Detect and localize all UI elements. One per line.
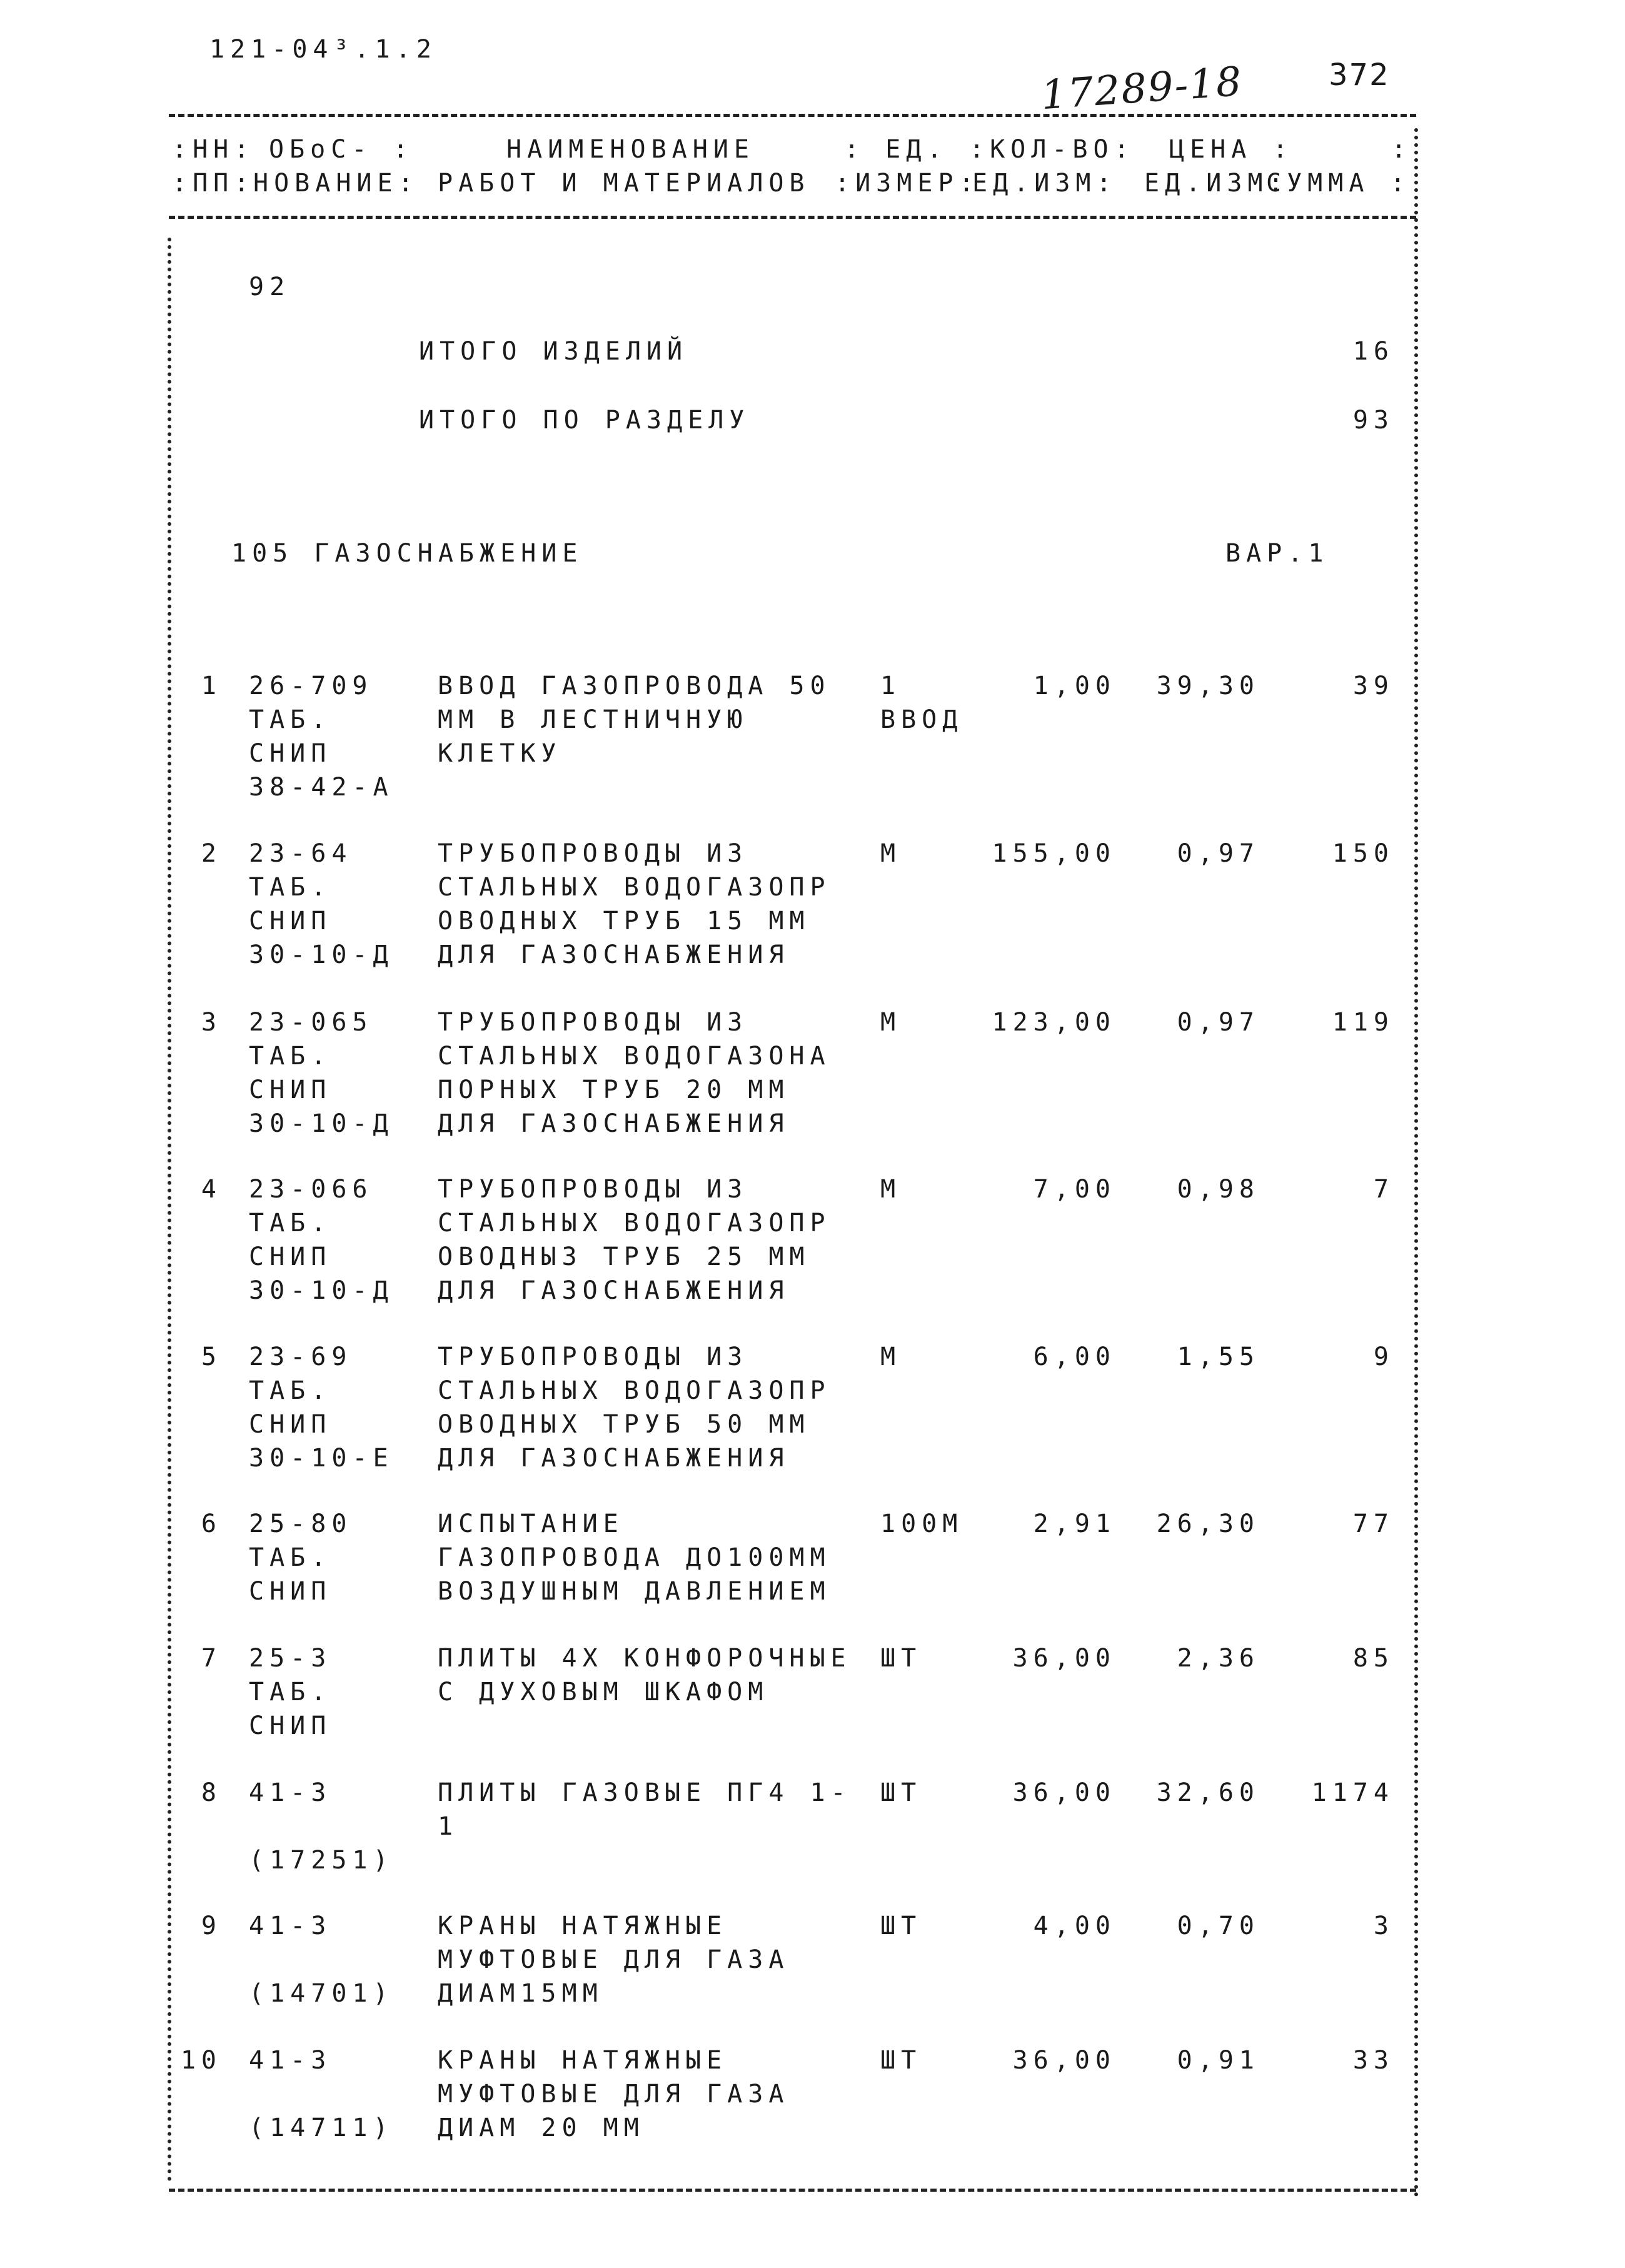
row-code-line: 38-42-А (249, 773, 394, 802)
row-quantity: 4,00 (1033, 1912, 1116, 1940)
row-code-line: 41-3 (249, 2046, 332, 2075)
row-unit-line: ШТ (880, 1912, 922, 1940)
row-unit-line: 100М (880, 1509, 963, 1538)
total-items-label: ИТОГО ИЗДЕЛИЙ (419, 337, 688, 366)
row-code-line: 30-10-Д (249, 1109, 394, 1138)
row-code-line: СНИП (249, 739, 332, 768)
header-nn-2: :ПП: (172, 169, 255, 198)
row-unit-line: ШТ (880, 2046, 922, 2075)
row-name-line: МУФТОВЫЕ ДЛЯ ГАЗА (438, 2080, 790, 2109)
row-quantity: 36,00 (1012, 1644, 1116, 1673)
row-name-line: МУФТОВЫЕ ДЛЯ ГАЗА (438, 1945, 790, 1974)
row-sum: 33 (1352, 2046, 1394, 2075)
row-name-line: КЛЕТКУ (438, 739, 562, 768)
row-number: 9 (201, 1912, 222, 1940)
footer-rule (169, 2189, 1416, 2192)
header-unit-1: : ЕД. (844, 135, 948, 164)
row-number: 7 (201, 1644, 222, 1673)
total-items-value: 16 (1352, 337, 1394, 366)
row-unit-line: ШТ (880, 1778, 922, 1807)
row-name-line: С ДУХОВЫМ ШКАФОМ (438, 1678, 769, 1706)
row-name-line: ПОРНЫХ ТРУБ 20 ММ (438, 1076, 790, 1104)
row-quantity: 7,00 (1033, 1175, 1116, 1204)
row-code-line: СНИП (249, 1242, 332, 1271)
row-name-line: ДЛЯ ГАЗОСНАБЖЕНИЯ (438, 1276, 790, 1305)
row-unit-price: 0,91 (1177, 2046, 1260, 2075)
row-code-line: СНИП (249, 907, 332, 935)
row-code-line: 23-64 (249, 839, 353, 868)
row-quantity: 1,00 (1033, 672, 1116, 700)
row-code-line: СНИП (249, 1410, 332, 1439)
row-unit-line: ШТ (880, 1644, 922, 1673)
row-code-line: 25-80 (249, 1509, 353, 1538)
top-number: 92 (249, 273, 291, 301)
row-unit-price: 0,97 (1177, 839, 1260, 868)
header-unit-2: :ИЗМЕР: (835, 169, 980, 198)
row-code-line: (14701) (249, 1979, 394, 2008)
row-code-line: (17251) (249, 1846, 394, 1875)
row-sum: 150 (1332, 839, 1394, 868)
row-name-line: ТРУБОПРОВОДЫ ИЗ (438, 1008, 748, 1037)
header-name-2: РАБОТ И МАТЕРИАЛОВ (438, 169, 810, 198)
row-number: 6 (201, 1509, 222, 1538)
header-price-2: ЕД.ИЗМ: (1144, 169, 1289, 198)
row-code-line: СНИП (249, 1076, 332, 1104)
header-top-rule (169, 114, 1416, 117)
row-name-line: ОВОДНЫХ ТРУБ 50 ММ (438, 1410, 810, 1439)
row-name-line: СТАЛЬНЫХ ВОДОГАЗОПР (438, 1376, 831, 1405)
header-nn-1: :НН: (172, 135, 255, 164)
row-name-line: ПЛИТЫ ГАЗОВЫЕ ПГ4 1- (438, 1778, 852, 1807)
row-unit-line: ВВОД (880, 705, 963, 734)
row-name-line: ДЛЯ ГАЗОСНАБЖЕНИЯ (438, 940, 790, 969)
row-name-line: ГАЗОПРОВОДА ДО100ММ (438, 1543, 831, 1572)
row-name-line: ВОЗДУШНЫМ ДАВЛЕНИЕМ (438, 1577, 831, 1606)
row-sum: 9 (1373, 1343, 1394, 1371)
row-code-line: 26-709 (249, 672, 373, 700)
row-name-line: ОВОДНЫЗ ТРУБ 25 ММ (438, 1242, 810, 1271)
row-sum: 1174 (1311, 1778, 1394, 1807)
row-code-line: 30-10-Е (249, 1444, 394, 1473)
row-code-line: 41-3 (249, 1912, 332, 1940)
row-code-line: ТАБ. (249, 1042, 332, 1071)
row-name-line: ПЛИТЫ 4Х КОНФОРОЧНЫЕ (438, 1644, 852, 1673)
header-sum-2: СУММА : (1266, 169, 1411, 198)
row-unit-price: 0,70 (1177, 1912, 1260, 1940)
row-sum: 3 (1373, 1912, 1394, 1940)
row-code-line: ТАБ. (249, 1209, 332, 1237)
document-code: 121-04³.1.2 (209, 35, 437, 64)
header-qty-1: :КОЛ-ВО: (969, 135, 1135, 164)
row-name-line: ИСПЫТАНИЕ (438, 1509, 624, 1538)
row-code-line: ТАБ. (249, 1543, 332, 1572)
row-name-line: 1 (438, 1812, 459, 1841)
page-number: 372 (1329, 58, 1390, 93)
row-sum: 119 (1332, 1008, 1394, 1037)
left-border (168, 238, 171, 2182)
row-quantity: 36,00 (1012, 2046, 1116, 2075)
row-number: 1 (201, 672, 222, 700)
row-name-line: ДИАМ 20 ММ (438, 2114, 645, 2142)
row-name-line: ТРУБОПРОВОДЫ ИЗ (438, 1175, 748, 1204)
row-unit-price: 0,98 (1177, 1175, 1260, 1204)
row-code-line: 25-3 (249, 1644, 332, 1673)
row-unit-line: М (880, 1343, 902, 1371)
header-name-1: НАИМЕНОВАНИЕ (506, 135, 755, 164)
row-code-line: 30-10-Д (249, 940, 394, 969)
row-code-line: (14711) (249, 2114, 394, 2142)
row-quantity: 123,00 (992, 1008, 1116, 1037)
handwritten-number: 17289-18 (1039, 58, 1244, 119)
row-number: 8 (201, 1778, 222, 1807)
row-code-line: 23-066 (249, 1175, 373, 1204)
row-sum: 7 (1373, 1175, 1394, 1204)
row-number: 5 (201, 1343, 222, 1371)
row-unit-line: 1 (880, 672, 902, 700)
row-quantity: 2,91 (1033, 1509, 1116, 1538)
row-number: 10 (180, 2046, 222, 2075)
row-number: 3 (201, 1008, 222, 1037)
row-name-line: КРАНЫ НАТЯЖНЫЕ (438, 2046, 728, 2075)
row-name-line: ДЛЯ ГАЗОСНАБЖЕНИЯ (438, 1444, 790, 1473)
row-sum: 39 (1352, 672, 1394, 700)
row-unit-price: 2,36 (1177, 1644, 1260, 1673)
right-border (1414, 128, 1418, 2198)
row-unit-price: 39,30 (1156, 672, 1260, 700)
row-number: 2 (201, 839, 222, 868)
row-code-line: СНИП (249, 1711, 332, 1740)
row-code-line: СНИП (249, 1577, 332, 1606)
row-unit-line: М (880, 1008, 902, 1037)
row-name-line: ММ В ЛЕСТНИЧНУЮ (438, 705, 748, 734)
row-name-line: КРАНЫ НАТЯЖНЫЕ (438, 1912, 728, 1940)
row-code-line: 23-065 (249, 1008, 373, 1037)
row-sum: 85 (1352, 1644, 1394, 1673)
section-title: 105 ГАЗОСНАБЖЕНИЕ (231, 539, 583, 568)
row-name-line: ДИАМ15ММ (438, 1979, 603, 2008)
total-section-label: ИТОГО ПО РАЗДЕЛУ (419, 406, 750, 435)
row-name-line: ОВОДНЫХ ТРУБ 15 ММ (438, 907, 810, 935)
header-obosn-1: ОБоС- : (269, 135, 414, 164)
row-unit-line: М (880, 1175, 902, 1204)
row-quantity: 36,00 (1012, 1778, 1116, 1807)
row-number: 4 (201, 1175, 222, 1204)
row-name-line: СТАЛЬНЫХ ВОДОГАЗОПР (438, 873, 831, 902)
total-section-value: 93 (1352, 406, 1394, 435)
header-price-1: ЦЕНА : (1169, 135, 1294, 164)
row-code-line: ТАБ. (249, 873, 332, 902)
variant-label: ВАР.1 (1225, 539, 1329, 568)
header-qty-2: ЕД.ИЗМ: (972, 169, 1117, 198)
row-unit-line: М (880, 839, 902, 868)
row-code-line: ТАБ. (249, 1678, 332, 1706)
row-name-line: ТРУБОПРОВОДЫ ИЗ (438, 839, 748, 868)
row-unit-price: 26,30 (1156, 1509, 1260, 1538)
row-unit-price: 1,55 (1177, 1343, 1260, 1371)
header-sum-1: : (1391, 135, 1412, 164)
row-name-line: СТАЛЬНЫХ ВОДОГАЗОНА (438, 1042, 831, 1071)
row-quantity: 155,00 (992, 839, 1116, 868)
row-quantity: 6,00 (1033, 1343, 1116, 1371)
row-name-line: ВВОД ГАЗОПРОВОДА 50 (438, 672, 831, 700)
header-bottom-rule (169, 216, 1416, 219)
row-code-line: ТАБ. (249, 705, 332, 734)
row-code-line: ТАБ. (249, 1376, 332, 1405)
row-name-line: ТРУБОПРОВОДЫ ИЗ (438, 1343, 748, 1371)
row-sum: 77 (1352, 1509, 1394, 1538)
row-code-line: 30-10-Д (249, 1276, 394, 1305)
row-name-line: ДЛЯ ГАЗОСНАБЖЕНИЯ (438, 1109, 790, 1138)
row-unit-price: 0,97 (1177, 1008, 1260, 1037)
row-code-line: 23-69 (249, 1343, 353, 1371)
header-obosn-2: НОВАНИЕ: (253, 169, 419, 198)
row-unit-price: 32,60 (1156, 1778, 1260, 1807)
row-code-line: 41-3 (249, 1778, 332, 1807)
row-name-line: СТАЛЬНЫХ ВОДОГАЗОПР (438, 1209, 831, 1237)
